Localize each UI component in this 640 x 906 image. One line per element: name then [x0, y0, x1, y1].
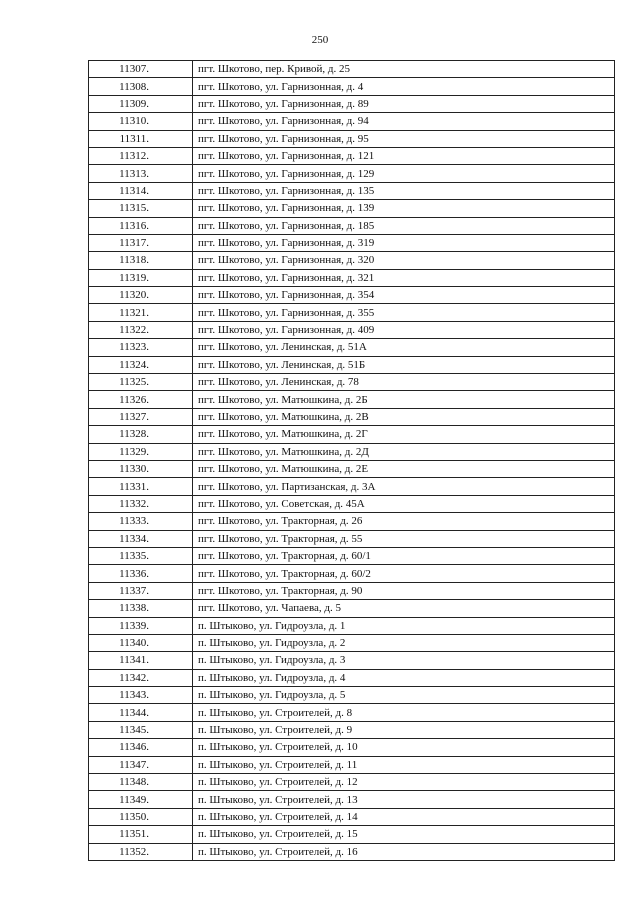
table-row: [89, 147, 615, 164]
address-table-body: [89, 61, 615, 861]
table-row: [89, 704, 615, 721]
table-row: [89, 582, 615, 599]
table-row: [89, 426, 615, 443]
table-row: [89, 774, 615, 791]
table-row: [89, 391, 615, 408]
row-address: п. Штыково, ул. Гидроузла, д. 1: [193, 617, 615, 634]
row-number: 11326.: [89, 391, 193, 408]
table-row: [89, 513, 615, 530]
row-address: пгт. Шкотово, ул. Тракторная, д. 90: [193, 582, 615, 599]
row-number: 11309.: [89, 95, 193, 112]
table-row: [89, 617, 615, 634]
address-table: [88, 60, 615, 861]
row-address: пгт. Шкотово, ул. Гарнизонная, д. 185: [193, 217, 615, 234]
row-address: пгт. Шкотово, ул. Тракторная, д. 55: [193, 530, 615, 547]
row-number: 11312.: [89, 147, 193, 164]
table-row: [89, 234, 615, 251]
table-row: [89, 478, 615, 495]
row-number: 11334.: [89, 530, 193, 547]
row-address: пгт. Шкотово, ул. Матюшкина, д. 2Г: [193, 426, 615, 443]
row-address: п. Штыково, ул. Гидроузла, д. 2: [193, 634, 615, 651]
table-row: [89, 217, 615, 234]
row-address: п. Штыково, ул. Гидроузла, д. 5: [193, 687, 615, 704]
row-number: 11307.: [89, 61, 193, 78]
row-number: 11351.: [89, 826, 193, 843]
table-row: [89, 843, 615, 860]
row-address: пгт. Шкотово, ул. Ленинская, д. 78: [193, 374, 615, 391]
row-address: пгт. Шкотово, ул. Матюшкина, д. 2Е: [193, 460, 615, 477]
row-address: п. Штыково, ул. Строителей, д. 12: [193, 774, 615, 791]
table-row: [89, 269, 615, 286]
row-address: п. Штыково, ул. Строителей, д. 8: [193, 704, 615, 721]
row-address: пгт. Шкотово, ул. Гарнизонная, д. 89: [193, 95, 615, 112]
row-number: 11341.: [89, 652, 193, 669]
row-number: 11332.: [89, 495, 193, 512]
row-number: 11323.: [89, 339, 193, 356]
row-address: пгт. Шкотово, ул. Партизанская, д. 3А: [193, 478, 615, 495]
table-row: [89, 600, 615, 617]
row-number: 11337.: [89, 582, 193, 599]
row-address: пгт. Шкотово, ул. Гарнизонная, д. 95: [193, 130, 615, 147]
row-number: 11347.: [89, 756, 193, 773]
row-number: 11340.: [89, 634, 193, 651]
table-row: [89, 826, 615, 843]
row-number: 11308.: [89, 78, 193, 95]
table-row: [89, 304, 615, 321]
table-row: [89, 200, 615, 217]
row-number: 11321.: [89, 304, 193, 321]
row-number: 11325.: [89, 374, 193, 391]
table-row: [89, 669, 615, 686]
row-address: пгт. Шкотово, ул. Гарнизонная, д. 354: [193, 287, 615, 304]
row-number: 11343.: [89, 687, 193, 704]
row-address: пгт. Шкотово, ул. Гарнизонная, д. 355: [193, 304, 615, 321]
row-address: пгт. Шкотово, пер. Кривой, д. 25: [193, 61, 615, 78]
row-number: 11330.: [89, 460, 193, 477]
row-address: пгт. Шкотово, ул. Гарнизонная, д. 321: [193, 269, 615, 286]
table-row: [89, 634, 615, 651]
row-address: пгт. Шкотово, ул. Гарнизонная, д. 139: [193, 200, 615, 217]
table-row: [89, 95, 615, 112]
row-address: пгт. Шкотово, ул. Чапаева, д. 5: [193, 600, 615, 617]
row-number: 11338.: [89, 600, 193, 617]
row-number: 11329.: [89, 443, 193, 460]
row-address: пгт. Шкотово, ул. Матюшкина, д. 2В: [193, 408, 615, 425]
row-number: 11310.: [89, 113, 193, 130]
row-address: пгт. Шкотово, ул. Гарнизонная, д. 135: [193, 182, 615, 199]
row-number: 11349.: [89, 791, 193, 808]
row-number: 11350.: [89, 808, 193, 825]
row-address: пгт. Шкотово, ул. Тракторная, д. 60/1: [193, 547, 615, 564]
table-row: [89, 687, 615, 704]
table-row: [89, 165, 615, 182]
row-address: пгт. Шкотово, ул. Гарнизонная, д. 129: [193, 165, 615, 182]
row-address: п. Штыково, ул. Строителей, д. 15: [193, 826, 615, 843]
table-row: [89, 565, 615, 582]
row-address: пгт. Шкотово, ул. Матюшкина, д. 2Д: [193, 443, 615, 460]
row-address: пгт. Шкотово, ул. Гарнизонная, д. 320: [193, 252, 615, 269]
row-number: 11322.: [89, 321, 193, 338]
table-row: [89, 252, 615, 269]
row-number: 11344.: [89, 704, 193, 721]
table-row: [89, 721, 615, 738]
row-address: п. Штыково, ул. Строителей, д. 14: [193, 808, 615, 825]
table-row: [89, 756, 615, 773]
row-address: п. Штыково, ул. Гидроузла, д. 3: [193, 652, 615, 669]
page-number: 250: [311, 34, 329, 46]
table-row: [89, 287, 615, 304]
row-address: п. Штыково, ул. Строителей, д. 16: [193, 843, 615, 860]
row-address: пгт. Шкотово, ул. Матюшкина, д. 2Б: [193, 391, 615, 408]
row-number: 11314.: [89, 182, 193, 199]
table-row: [89, 547, 615, 564]
table-row: [89, 374, 615, 391]
row-address: пгт. Шкотово, ул. Ленинская, д. 51Б: [193, 356, 615, 373]
row-address: п. Штыково, ул. Строителей, д. 13: [193, 791, 615, 808]
row-number: 11324.: [89, 356, 193, 373]
row-address: п. Штыково, ул. Строителей, д. 9: [193, 721, 615, 738]
table-row: [89, 61, 615, 78]
row-number: 11313.: [89, 165, 193, 182]
row-number: 11331.: [89, 478, 193, 495]
row-number: 11327.: [89, 408, 193, 425]
row-address: пгт. Шкотово, ул. Гарнизонная, д. 4: [193, 78, 615, 95]
row-number: 11315.: [89, 200, 193, 217]
row-number: 11328.: [89, 426, 193, 443]
row-address: п. Штыково, ул. Гидроузла, д. 4: [193, 669, 615, 686]
row-address: пгт. Шкотово, ул. Гарнизонная, д. 319: [193, 234, 615, 251]
row-number: 11348.: [89, 774, 193, 791]
table-row: [89, 495, 615, 512]
table-row: [89, 808, 615, 825]
table-row: [89, 113, 615, 130]
row-number: 11317.: [89, 234, 193, 251]
row-number: 11335.: [89, 547, 193, 564]
table-row: [89, 791, 615, 808]
row-number: 11346.: [89, 739, 193, 756]
row-number: 11320.: [89, 287, 193, 304]
table-row: [89, 321, 615, 338]
row-address: пгт. Шкотово, ул. Гарнизонная, д. 94: [193, 113, 615, 130]
row-number: 11342.: [89, 669, 193, 686]
row-number: 11336.: [89, 565, 193, 582]
row-address: пгт. Шкотово, ул. Гарнизонная, д. 409: [193, 321, 615, 338]
row-number: 11352.: [89, 843, 193, 860]
table-row: [89, 356, 615, 373]
row-address: п. Штыково, ул. Строителей, д. 11: [193, 756, 615, 773]
table-row: [89, 739, 615, 756]
table-row: [89, 530, 615, 547]
table-row: [89, 443, 615, 460]
table-row: [89, 339, 615, 356]
table-row: [89, 182, 615, 199]
row-address: пгт. Шкотово, ул. Гарнизонная, д. 121: [193, 147, 615, 164]
row-number: 11318.: [89, 252, 193, 269]
row-number: 11316.: [89, 217, 193, 234]
row-address: п. Штыково, ул. Строителей, д. 10: [193, 739, 615, 756]
row-address: пгт. Шкотово, ул. Советская, д. 45А: [193, 495, 615, 512]
row-number: 11345.: [89, 721, 193, 738]
row-address: пгт. Шкотово, ул. Ленинская, д. 51А: [193, 339, 615, 356]
table-row: [89, 130, 615, 147]
row-number: 11339.: [89, 617, 193, 634]
table-row: [89, 652, 615, 669]
row-address: пгт. Шкотово, ул. Тракторная, д. 26: [193, 513, 615, 530]
table-row: [89, 408, 615, 425]
table-row: [89, 460, 615, 477]
row-number: 11311.: [89, 130, 193, 147]
row-address: пгт. Шкотово, ул. Тракторная, д. 60/2: [193, 565, 615, 582]
table-row: [89, 78, 615, 95]
row-number: 11319.: [89, 269, 193, 286]
row-number: 11333.: [89, 513, 193, 530]
